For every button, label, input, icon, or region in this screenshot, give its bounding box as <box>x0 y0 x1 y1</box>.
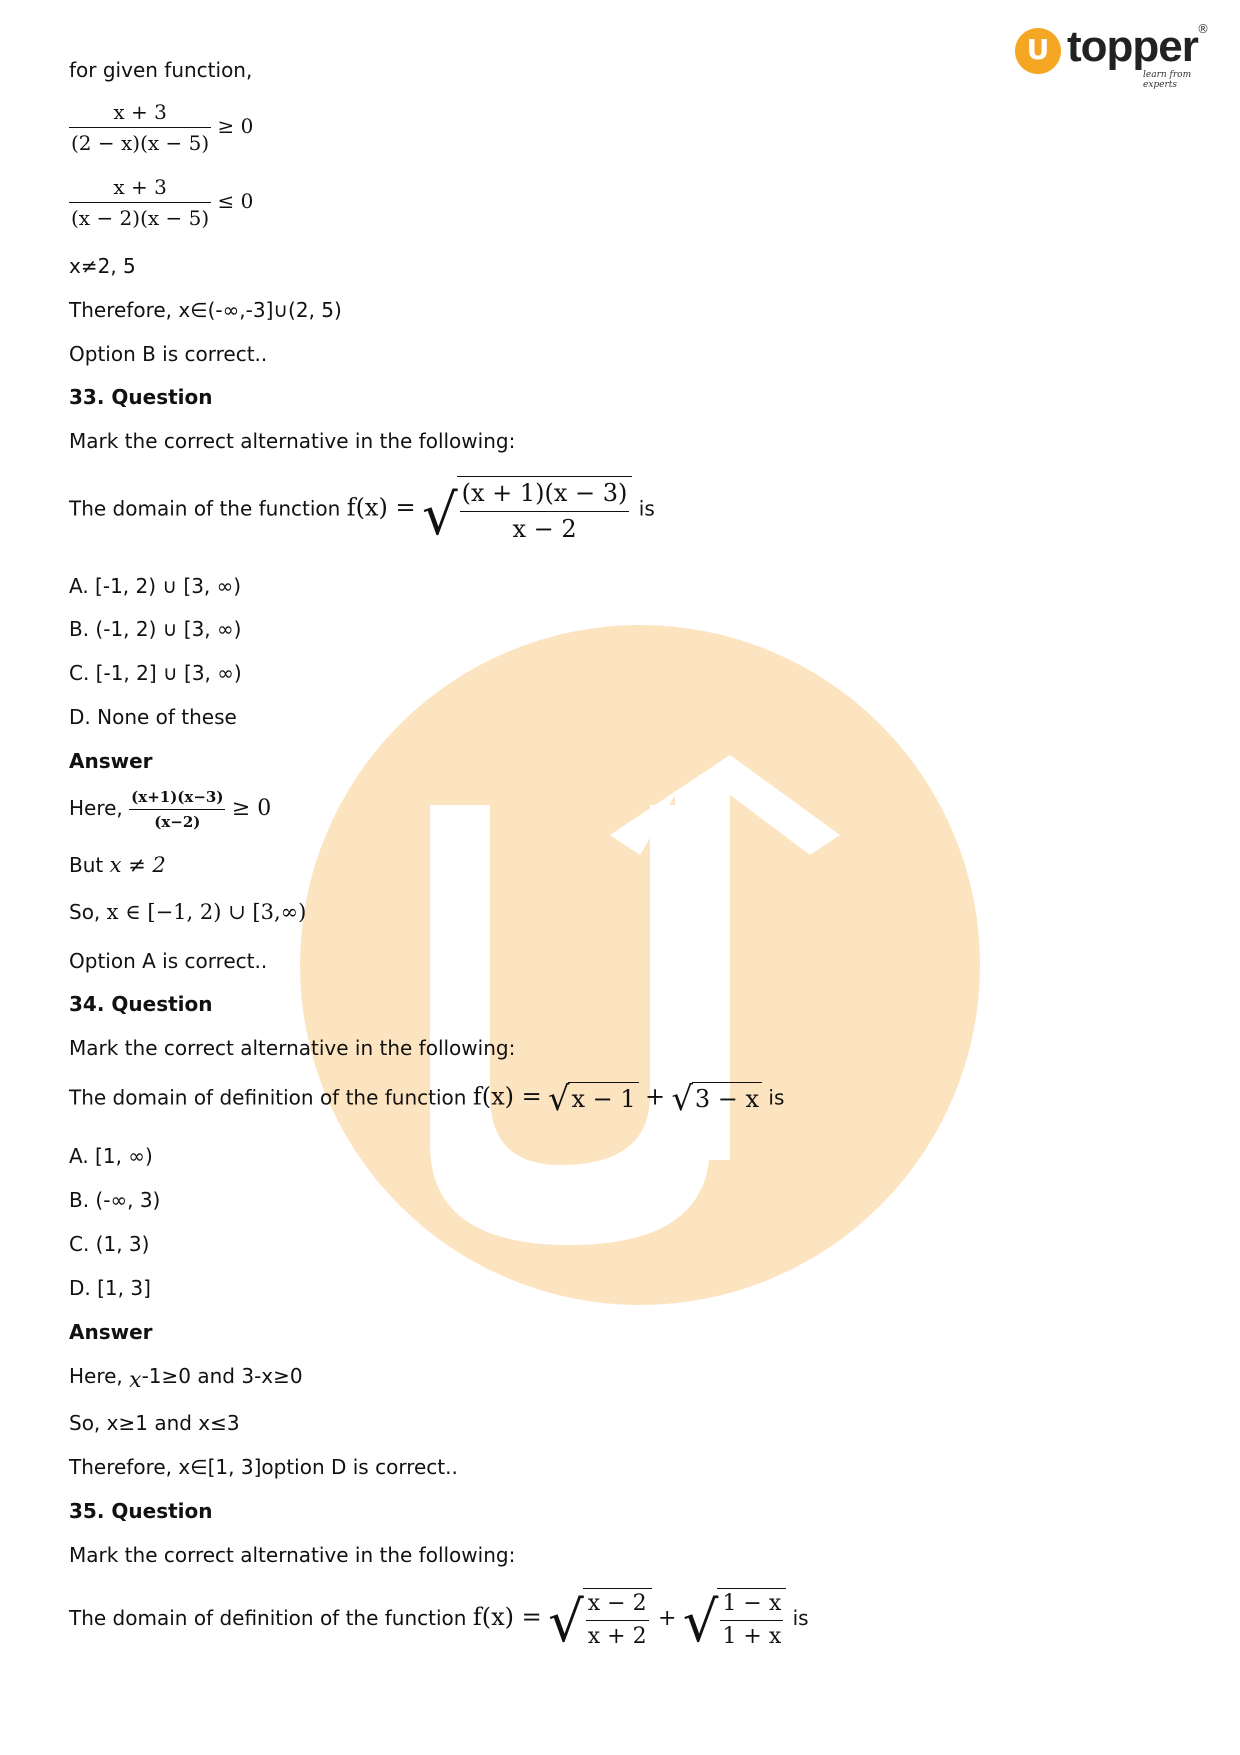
function-name: f(x) = <box>346 493 416 522</box>
fraction-numerator: x − 2 <box>586 1591 649 1621</box>
fraction-denominator: (x−2) <box>154 813 201 831</box>
option-b: B. (-1, 2) ∪ [3, ∞) <box>69 617 242 641</box>
math-variable: x <box>129 1368 142 1393</box>
text-line: Therefore, x∈(-∞,-3]∪(2, 5) <box>69 298 342 322</box>
answer-34-here <box>69 1364 303 1393</box>
statement-text: is <box>768 1085 785 1110</box>
registered-mark: ® <box>1197 22 1209 36</box>
option-d: D. [1, 3] <box>69 1276 151 1300</box>
function-name: f(x) = <box>472 1602 542 1631</box>
statement-text: -1≥0 and 3-x≥0 <box>141 1364 303 1388</box>
inequality-2 <box>69 175 253 230</box>
statement-text: is <box>638 496 655 521</box>
topper-logo <box>1015 22 1215 90</box>
fraction-denominator: (2 − x)(x − 5) <box>71 131 210 155</box>
text-line: Therefore, x∈[1, 3]option D is correct.. <box>69 1455 458 1479</box>
answer-33-so <box>69 900 306 925</box>
math-expression: x ∈ [−1, 2) ∪ [3,∞) <box>106 900 307 924</box>
square-root: √ $\frac{x - 2}{x + 2}$ <box>548 1588 652 1651</box>
plus-sign: + <box>657 1605 677 1631</box>
radicand: 3 − x <box>692 1082 762 1116</box>
fraction-numerator: 1 − x <box>720 1591 783 1621</box>
square-root: √ $\frac{1 - x}{1 + x}$ <box>683 1588 787 1651</box>
logo-tagline: learn from experts <box>1143 70 1192 90</box>
statement-text: The domain of definition of the function <box>69 1605 467 1630</box>
text-line: So, x≥1 and x≤3 <box>69 1411 240 1435</box>
text-line: x≠2, 5 <box>69 254 136 278</box>
fraction-numerator: (x+1)(x−3) <box>129 788 225 810</box>
fraction-numerator: x + 3 <box>69 175 211 203</box>
question-instruction: Mark the correct alternative in the following: <box>69 1036 516 1060</box>
inequality-1 <box>69 100 253 155</box>
topper-watermark-logo <box>300 625 980 1305</box>
question-33-statement <box>69 476 655 548</box>
function-name: f(x) = <box>472 1082 542 1111</box>
answer-heading: Answer <box>69 749 153 773</box>
fraction-denominator: x − 2 <box>512 514 577 543</box>
option-a: A. [-1, 2) ∪ [3, ∞) <box>69 574 242 598</box>
option-c: C. (1, 3) <box>69 1232 150 1256</box>
statement-text: The domain of the function <box>69 496 341 521</box>
option-a: A. [1, ∞) <box>69 1144 153 1168</box>
question-instruction: Mark the correct alternative in the following: <box>69 429 516 453</box>
relation: ≤ 0 <box>217 189 254 213</box>
fraction-numerator: (x + 1)(x − 3) <box>460 479 630 512</box>
radicand: x − 1 <box>568 1082 638 1116</box>
text-line: Option A is correct.. <box>69 949 268 973</box>
fraction-denominator: 1 + x <box>722 1624 782 1650</box>
relation: ≥ 0 <box>217 114 254 138</box>
answer-heading: Answer <box>69 1320 153 1344</box>
fraction-denominator: x + 2 <box>587 1624 647 1650</box>
text-line: Option B is correct.. <box>69 342 268 366</box>
square-root: √ $\frac{(x + 1)(x - 3)}{x - 2}$ <box>422 476 632 544</box>
math-expression: x ≠ 2 <box>109 853 166 877</box>
fraction-denominator: (x − 2)(x − 5) <box>71 206 210 230</box>
question-heading: 33. Question <box>69 385 213 409</box>
statement-text: Here, <box>69 1364 123 1388</box>
plus-sign: + <box>645 1082 666 1111</box>
fraction-numerator: x + 3 <box>69 100 211 128</box>
statement-text: The domain of definition of the function <box>69 1085 467 1110</box>
relation: ≥ 0 <box>231 796 272 821</box>
square-root: √ x − 1 <box>548 1082 639 1116</box>
answer-33-here <box>69 788 271 831</box>
statement-text: But <box>69 853 104 877</box>
question-35-statement <box>69 1588 809 1655</box>
topper-logo-mark: U <box>1015 28 1061 74</box>
statement-text: So, <box>69 900 101 924</box>
question-34-statement <box>69 1079 785 1118</box>
statement-text: Here, <box>69 796 123 820</box>
question-instruction: Mark the correct alternative in the following: <box>69 1543 516 1567</box>
topper-logo-wordmark: topper <box>1067 22 1198 71</box>
answer-33-but <box>69 853 166 878</box>
question-heading: 35. Question <box>69 1499 213 1523</box>
question-heading: 34. Question <box>69 992 213 1016</box>
option-b: B. (-∞, 3) <box>69 1188 161 1212</box>
square-root: √ 3 − x <box>671 1082 762 1116</box>
text-line: for given function, <box>69 58 253 82</box>
option-d: D. None of these <box>69 705 237 729</box>
statement-text: is <box>792 1605 809 1630</box>
option-c: C. [-1, 2] ∪ [3, ∞) <box>69 661 242 685</box>
